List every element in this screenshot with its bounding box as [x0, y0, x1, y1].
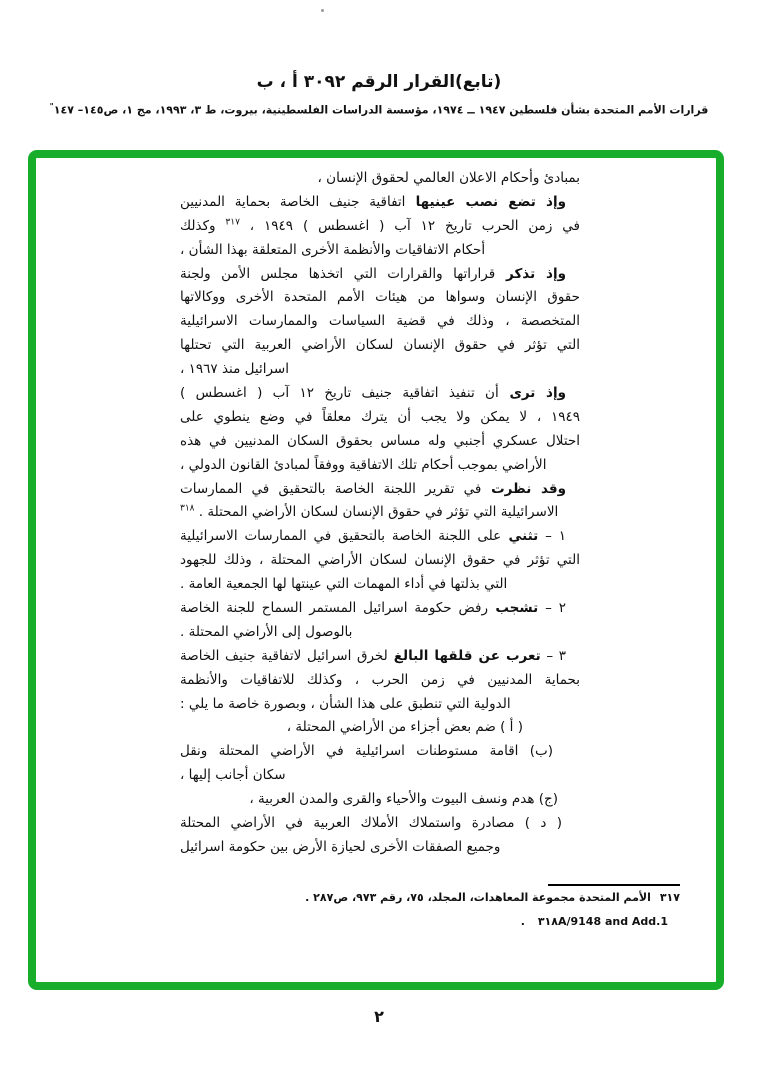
page-number: ٢	[374, 1007, 384, 1026]
body-text-run: أن تنفيذ اتفاقية جنيف تاريخ ١٢ آب ( اغسطس )	[180, 385, 499, 402]
body-text-run: الأراضي بموجب أحكام تلك الاتفاقية ووفقاً لمبادئ القانون الدولي ،	[180, 456, 547, 473]
body-line	[180, 525, 580, 549]
footnote-reference: ٣١٧	[225, 217, 240, 228]
body-line	[180, 764, 580, 788]
body-text-run: حقوق الإنسان وسواها من هيئات الأمم المتحدة الأخرى ووكالاتها	[180, 289, 580, 306]
body-line	[180, 239, 580, 263]
body-text-run: لخرق اسرائيل لاتفاقية جنيف الخاصة	[180, 647, 388, 664]
body-line	[180, 167, 580, 191]
page-title: (تابع)القرار الرقم ٣٠٩٢ أ ، ب	[256, 72, 502, 92]
body-text-run: تعرب عن قلقها البالغ	[387, 647, 541, 664]
body-line	[180, 478, 580, 502]
body-text-run: وجميع الصفقات الأخرى لحيازة الأرض بين حكومة اسرائيل	[180, 838, 501, 855]
body-text-run: تثني	[501, 528, 539, 545]
body-text-run: ١ –	[538, 528, 566, 545]
body-line	[180, 501, 580, 525]
body-line	[180, 358, 580, 382]
body-text-run: رفض حكومة اسرائيل المستمر السماح للجنة الخاصة	[180, 600, 489, 617]
source-footnote-mark: "	[49, 102, 54, 111]
body-line	[180, 549, 580, 573]
body-line	[180, 334, 580, 358]
body-text-run: بمبادئ وأحكام الاعلان العالمي لحقوق الإنسان ،	[317, 170, 580, 186]
source-line	[0, 102, 758, 117]
body-line	[180, 191, 580, 215]
body-text-run: أحكام الاتفاقيات والأنظمة الأخرى المتعلقة بهذا الشأن ،	[180, 241, 486, 258]
body-line	[180, 382, 580, 406]
body-line	[180, 645, 580, 669]
footnote-number: ٣١٨	[537, 915, 558, 928]
body-text-run: سكان أجانب إليها ،	[180, 767, 286, 784]
footnote-item	[305, 891, 680, 904]
body-line	[180, 812, 580, 836]
body-text-run: (ج) هدم ونسف البيوت والأحياء والقرى والمدن العربية ،	[249, 791, 558, 808]
body-text-run: وإذ تذكر	[495, 265, 566, 282]
footnote-rule	[548, 884, 680, 886]
body-text-run: التي تؤثر في حقوق الإنسان لسكان الأراضي العربية التي تحتلها	[180, 337, 580, 354]
ink-speck	[321, 9, 324, 12]
body-line	[180, 263, 580, 287]
body-text-run: التي بذلتها في أداء المهمات التي عينتها لها الجمعية العامة .	[180, 576, 508, 593]
body-text-run: المتخصصة ، وذلك في قضية السياسات والممارسات الاسرائيلية	[180, 313, 580, 330]
body-text-run: الدولية التي تنطبق على هذا الشأن ، وبصورة خاصة ما يلي :	[180, 695, 511, 712]
body-line	[180, 573, 580, 597]
body-text-run: قراراتها والقرارات التي اتخذها مجلس الأمن ولجنة	[180, 265, 496, 282]
footnote-text: A/9148 and Add.1 .	[520, 915, 668, 928]
footnote-item	[521, 915, 668, 928]
footnote-text: الأمم المتحدة مجموعة المعاهدات، المجلد، ٧٥، رقم ٩٧٣، ص٢٨٧ .	[305, 891, 651, 904]
body-text-run: بالوصول إلى الأراضي المحتلة .	[180, 623, 353, 640]
body-text-run: التي تؤثر في حقوق الإنسان لسكان الأراضي المحتلة ، وذلك للجهود	[180, 552, 580, 569]
body-line	[180, 310, 580, 334]
body-line	[180, 597, 580, 621]
body-line	[180, 836, 580, 860]
body-line	[180, 716, 580, 740]
body-line	[180, 621, 580, 645]
footnote-reference: ٣١٨	[180, 503, 195, 514]
body-text-run: ٣ –	[540, 647, 566, 664]
body-line	[180, 406, 580, 430]
body-text-run: (ب) اقامة مستوطنات اسرائيلية في الأراضي المحتلة ونقل	[180, 743, 553, 760]
body-text-run: في زمن الحرب تاريخ ١٢ آب ( اغسطس ) ١٩٤٩ ،	[239, 217, 580, 234]
body-text-run: الاسرائيلية التي تؤثر في حقوق الإنسان لسكان الأراضي المحتلة .	[194, 504, 559, 521]
document-body	[180, 167, 580, 860]
body-text-run: ٢ –	[538, 600, 566, 617]
body-line	[180, 286, 580, 310]
body-line	[180, 740, 580, 764]
body-line	[180, 669, 580, 693]
body-text-run: ١٩٤٩ ، لا يمكن ولا يجب أن يترك معلقاً في وضع ينطوي على	[180, 408, 580, 425]
body-text-run: وقد نظرت	[481, 480, 566, 497]
body-line	[180, 215, 580, 239]
body-line	[180, 430, 580, 454]
body-text-run: اتفاقية جنيف الخاصة بحماية المدنيين	[180, 193, 406, 210]
body-text-run: بحماية المدنيين في زمن الحرب ، وكذلك للاتفاقيات والأنظمة	[180, 671, 580, 688]
body-text-run: احتلال عسكري أجنبي وله مساس بحقوق السكان المدنيين في هذه	[180, 432, 580, 449]
body-text-run: ( د ) مصادرة واستملاك الأملاك العربية في الأراضي المحتلة	[180, 815, 562, 832]
body-line	[180, 693, 580, 717]
body-text-run: في تقرير اللجنة الخاصة بالتحقيق في الممارسات	[180, 480, 482, 497]
body-text-run: تشجب	[488, 600, 539, 617]
footnote-number: ٣١٧	[659, 891, 680, 904]
body-text-run: وإذ ترى	[498, 385, 566, 402]
body-text-run: ( أ ) ضم بعض أجزاء من الأراضي المحتلة ،	[286, 719, 523, 736]
body-line	[180, 788, 580, 812]
body-text-run: وكذلك	[180, 217, 226, 234]
body-text-run: على اللجنة الخاصة بالتحقيق في الممارسات الاسرائيلية	[180, 528, 502, 545]
body-text-run: وإذ تضع نصب عينيها	[405, 193, 566, 210]
body-text-run: اسرائيل منذ ١٩٦٧ ،	[180, 361, 289, 378]
body-line	[180, 454, 580, 478]
source-line-text: قرارات الأمم المتحدة بشأن فلسطين ١٩٤٧ ــ ١٩٧٤، مؤسسة الدراسات الفلسطينية، بيروت، ط ٣، ١٩٩٣، مج ١، ص١٤٥– ١٤٧	[53, 103, 709, 117]
